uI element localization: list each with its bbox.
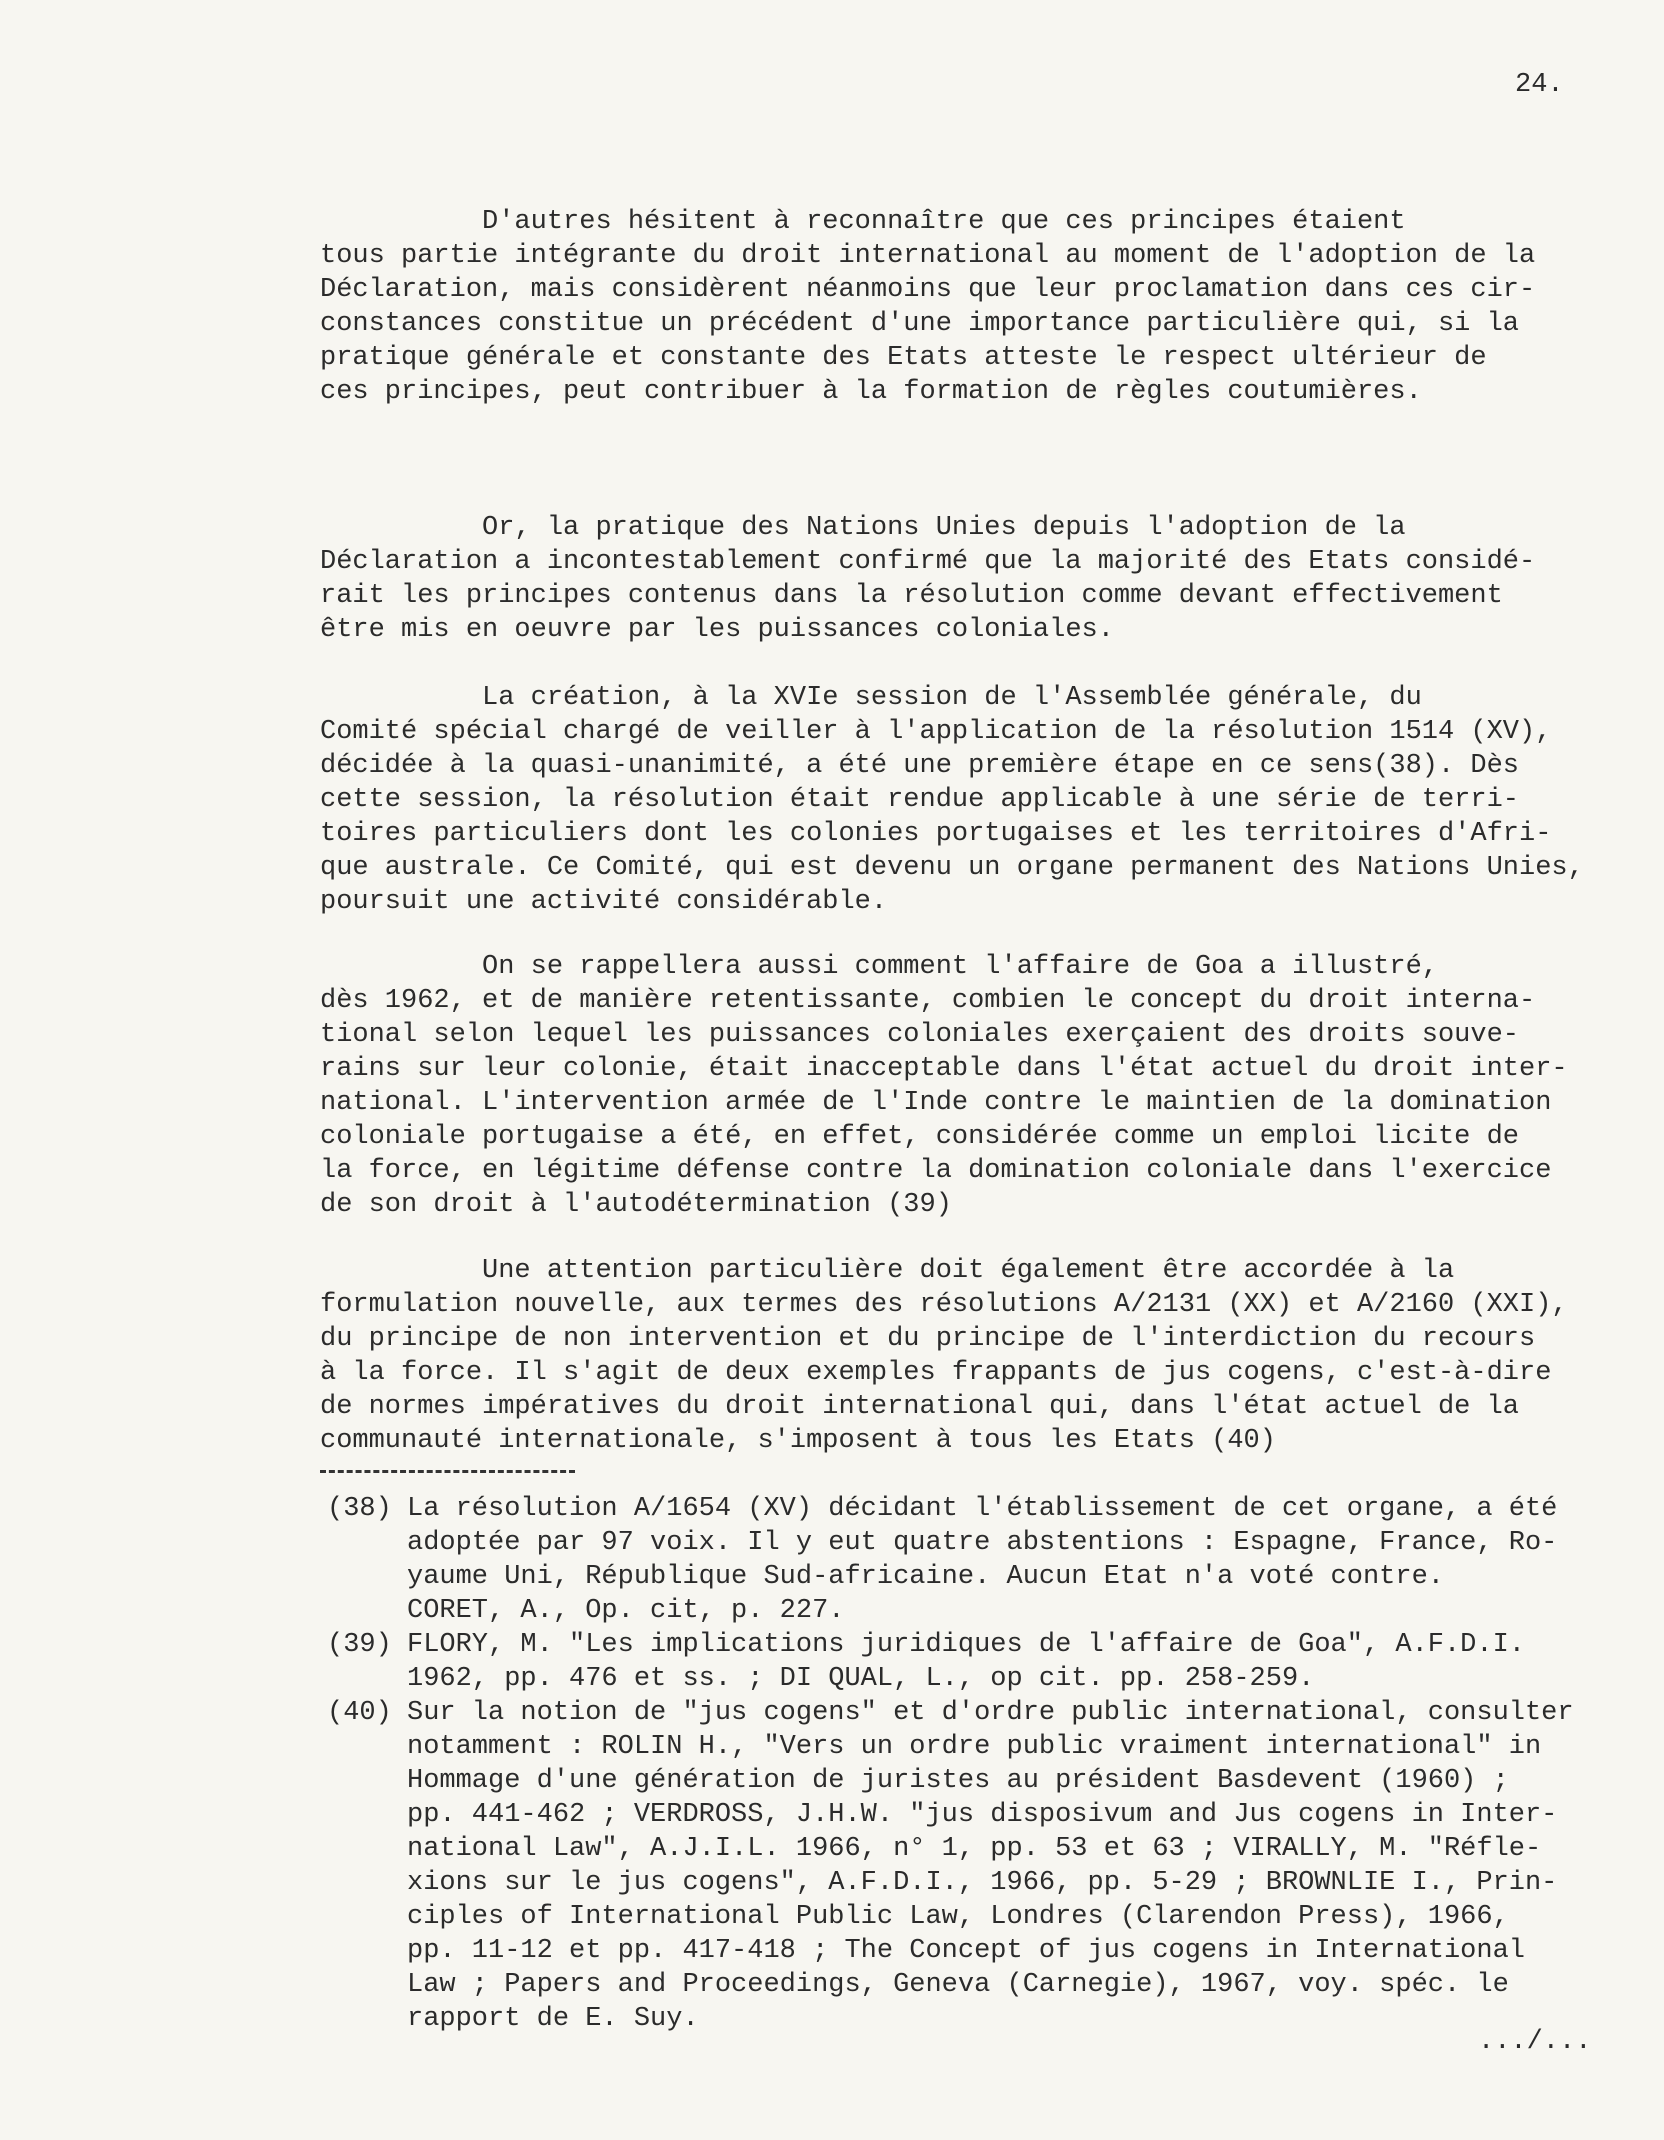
footnote-number: (40) (327, 1698, 392, 1728)
paragraph-2 (320, 511, 1620, 647)
text-line: toires particuliers dont les colonies portugaises et les territoires d'Afri- (320, 819, 1552, 849)
text-line: rains sur leur colonie, était inacceptable dans l'état actuel du droit inter- (320, 1054, 1568, 1084)
text-line: décidée à la quasi-unanimité, a été une première étape en ce sens(38). Dès (320, 751, 1519, 781)
text-line: être mis en oeuvre par les puissances coloniales. (320, 615, 1114, 645)
text-line: tous partie intégrante du droit international au moment de l'adoption de la (320, 241, 1536, 271)
text-line: pratique générale et constante des Etats atteste le respect ultérieur de (320, 343, 1487, 373)
text-line: coloniale portugaise a été, en effet, considérée comme un emploi licite de (320, 1122, 1519, 1152)
footnote-body (407, 1696, 1627, 2036)
footnote-number: (38) (327, 1494, 392, 1524)
footnote-body (407, 1492, 1627, 1628)
text-line: formulation nouvelle, aux termes des résolutions A/2131 (XX) et A/2160 (XXI), (320, 1290, 1568, 1320)
text-line: constances constitue un précédent d'une importance particulière qui, si la (320, 309, 1519, 339)
text-line: communauté internationale, s'imposent à tous les Etats (40) (320, 1426, 1276, 1456)
text-line: que australe. Ce Comité, qui est devenu un organe permanent des Nations Unies, (320, 853, 1584, 883)
text-line: CORET, A., Op. cit, p. 227. (407, 1596, 845, 1626)
text-line: xions sur le jus cogens", A.F.D.I., 1966, pp. 5-29 ; BROWNLIE I., Prin- (407, 1868, 1558, 1898)
paragraph-1 (320, 205, 1620, 409)
text-line: Une attention particulière doit également être accordée à la (320, 1256, 1455, 1286)
text-line: ces principes, peut contribuer à la formation de règles coutumières. (320, 377, 1422, 407)
text-line: Déclaration a incontestablement confirmé que la majorité des Etats considé- (320, 547, 1536, 577)
text-line: Comité spécial chargé de veiller à l'application de la résolution 1514 (XV), (320, 717, 1552, 747)
text-line: Déclaration, mais considèrent néanmoins que leur proclamation dans ces cir- (320, 275, 1536, 305)
text-line: On se rappellera aussi comment l'affaire de Goa a illustré, (320, 952, 1438, 982)
footnote-separator (320, 1470, 575, 1473)
text-line: adoptée par 97 voix. Il y eut quatre abstentions : Espagne, France, Ro- (407, 1528, 1558, 1558)
footnote-number: (39) (327, 1630, 392, 1660)
text-line: dès 1962, et de manière retentissante, combien le concept du droit interna- (320, 986, 1536, 1016)
continuation-mark: .../... (1478, 2027, 1592, 2057)
paragraph-5 (320, 1254, 1620, 1458)
text-line: tional selon lequel les puissances coloniales exerçaient des droits souve- (320, 1020, 1519, 1050)
text-line: D'autres hésitent à reconnaître que ces principes étaient (320, 207, 1406, 237)
text-line: de normes impératives du droit international qui, dans l'état actuel de la (320, 1392, 1519, 1422)
text-line: la force, en légitime défense contre la domination coloniale dans l'exercice (320, 1156, 1552, 1186)
page-number: 24. (1515, 70, 1564, 100)
text-line: de son droit à l'autodétermination (39) (320, 1190, 952, 1220)
text-line: pp. 11-12 et pp. 417-418 ; The Concept of jus cogens in International (407, 1936, 1525, 1966)
text-line: Or, la pratique des Nations Unies depuis l'adoption de la (320, 513, 1406, 543)
text-line: yaume Uni, République Sud-africaine. Aucun Etat n'a voté contre. (407, 1562, 1444, 1592)
text-line: poursuit une activité considérable. (320, 887, 888, 917)
text-line: Hommage d'une génération de juristes au président Basdevent (1960) ; (407, 1766, 1509, 1796)
paragraph-4 (320, 950, 1620, 1222)
text-line: rait les principes contenus dans la résolution comme devant effectivement (320, 581, 1503, 611)
text-line: notamment : ROLIN H., "Vers un ordre public vraiment international" in (407, 1732, 1542, 1762)
section-heading (320, 443, 1620, 477)
text-line: national Law", A.J.I.L. 1966, n° 1, pp. 53 et 63 ; VIRALLY, M. "Réfle- (407, 1834, 1542, 1864)
text-line: 1962, pp. 476 et ss. ; DI QUAL, L., op cit. pp. 258-259. (407, 1664, 1315, 1694)
text-line: ciples of International Public Law, Londres (Clarendon Press), 1966, (407, 1902, 1509, 1932)
text-line: du principe de non intervention et du principe de l'interdiction du recours (320, 1324, 1536, 1354)
text-line: Law ; Papers and Proceedings, Geneva (Carnegie), 1967, voy. spéc. le (407, 1970, 1509, 2000)
text-line: La création, à la XVIe session de l'Assemblée générale, du (320, 683, 1422, 713)
text-line: FLORY, M. "Les implications juridiques de l'affaire de Goa", A.F.D.I. (407, 1630, 1525, 1660)
text-line: La résolution A/1654 (XV) décidant l'établissement de cet organe, a été (407, 1494, 1558, 1524)
paragraph-3 (320, 681, 1620, 919)
text-line: Sur la notion de "jus cogens" et d'ordre public international, consulter (407, 1698, 1574, 1728)
footnote-body (407, 1628, 1627, 1696)
text-line: pp. 441-462 ; VERDROSS, J.H.W. "jus disposivum and Jus cogens in Inter- (407, 1800, 1558, 1830)
text-line: rapport de E. Suy. (407, 2004, 699, 2034)
text-line: national. L'intervention armée de l'Inde contre le maintien de la domination (320, 1088, 1552, 1118)
text-line: à la force. Il s'agit de deux exemples frappants de jus cogens, c'est-à-dire (320, 1358, 1552, 1388)
text-line: cette session, la résolution était rendue applicable à une série de terri- (320, 785, 1519, 815)
